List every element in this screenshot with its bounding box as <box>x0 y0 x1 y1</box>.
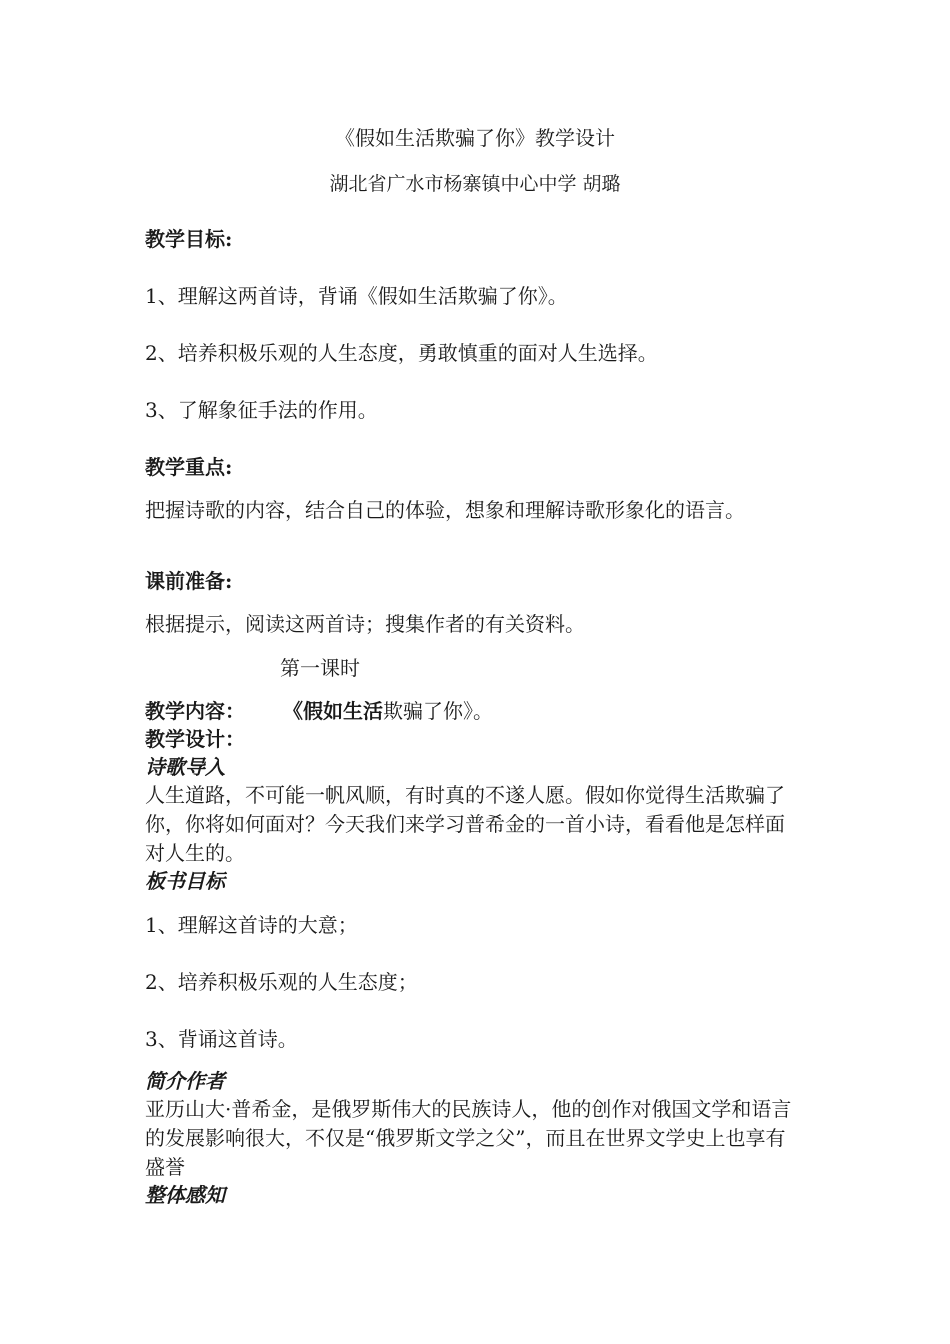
focus-heading: 教学重点: <box>145 455 233 479</box>
prep-heading: 课前准备: <box>145 569 233 593</box>
author-intro-heading: 简介作者 <box>145 1069 225 1093</box>
lesson-label: 第一课时 <box>280 656 360 680</box>
design-heading: 教学设计： <box>145 727 245 751</box>
board-item: 2、培养积极乐观的人生态度； <box>145 970 418 994</box>
intro-text: 人生道路，不可能一帆风顺，有时真的不遂人愿。假如你觉得生活欺骗了你，你将如何面对？今天我们来学习普希金的一首小诗，看看他是怎样面对人生的。 <box>145 783 785 865</box>
goal-item: 3、了解象征手法的作用。 <box>145 398 378 422</box>
board-item: 3、背诵这首诗。 <box>145 1027 298 1051</box>
intro-heading: 诗歌导入 <box>145 755 225 779</box>
focus-text: 把握诗歌的内容，结合自己的体验，想象和理解诗歌形象化的语言。 <box>145 498 745 522</box>
board-item: 1、理解这首诗的大意； <box>145 913 358 937</box>
content-title-rest: 欺骗了你》。 <box>383 699 493 723</box>
overall-heading: 整体感知 <box>145 1183 225 1207</box>
author-line: 湖北省广水市杨寨镇中心中学 胡璐 <box>329 173 621 195</box>
goal-item: 2、培养积极乐观的人生态度，勇敢慎重的面对人生选择。 <box>145 341 658 365</box>
board-heading: 板书目标 <box>145 869 225 893</box>
prep-text: 根据提示，阅读这两首诗；搜集作者的有关资料。 <box>145 612 585 636</box>
content-label: 教学内容： <box>145 699 245 723</box>
document-title: 《假如生活欺骗了你》教学设计 <box>335 126 615 150</box>
goal-item: 1、理解这两首诗，背诵《假如生活欺骗了你》。 <box>145 284 568 308</box>
goals-heading: 教学目标: <box>145 227 233 251</box>
author-intro-text: 亚历山大·普希金，是俄罗斯伟大的民族诗人，他的创作对俄国文学和语言的发展影响很大，不仅是“俄罗斯文学之父”，而且在世界文学史上也享有盛誉 <box>145 1097 792 1179</box>
content-line <box>145 697 493 725</box>
content-title-bold: 《假如生活 <box>283 699 383 723</box>
